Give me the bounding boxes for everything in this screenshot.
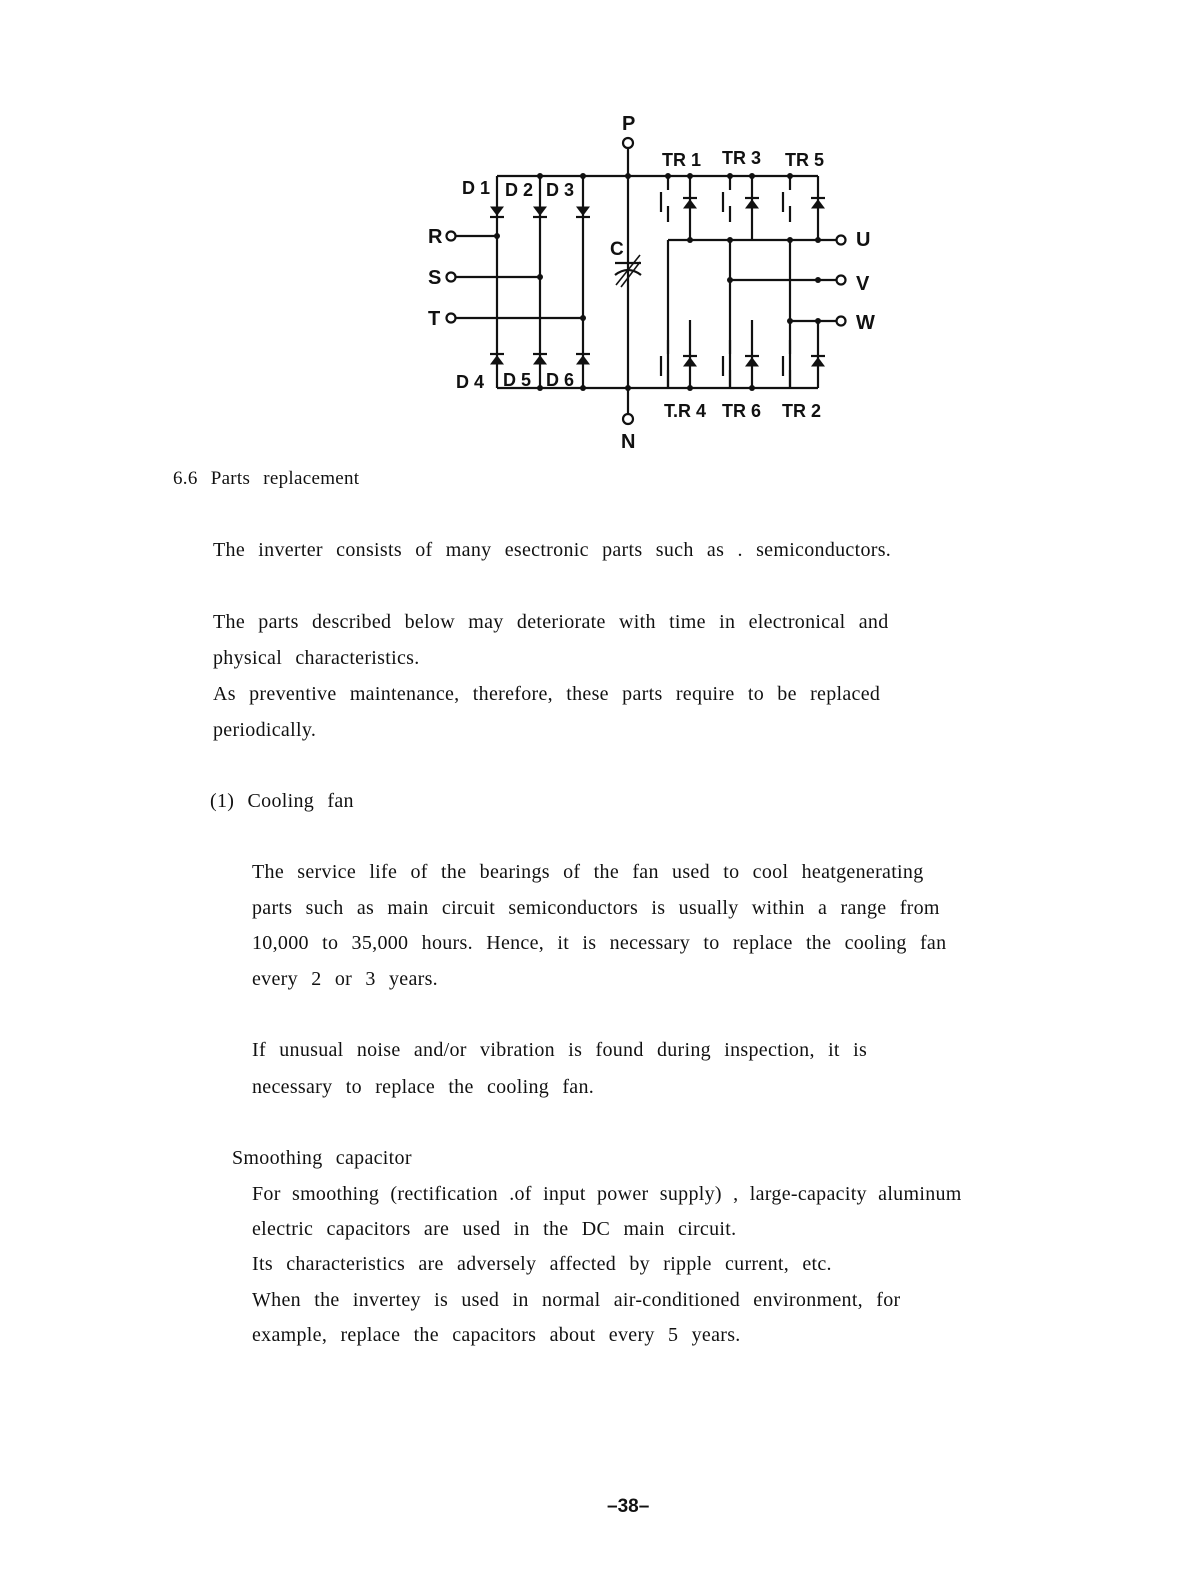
terminal-w-label: W [856, 312, 875, 334]
intro-paragraph-2-line-1: The parts described below may deteriorate with time in electronical and [213, 611, 889, 633]
diode-d2-label: D 2 [505, 180, 534, 200]
cooling-fan-line-6: necessary to replace the cooling fan. [252, 1076, 595, 1098]
diode-d6-label: D 6 [546, 370, 575, 390]
diode-d3-label: D 3 [546, 180, 575, 200]
diode-d1-label: D 1 [462, 178, 491, 198]
terminal-r-label: R [428, 226, 443, 248]
transistor-tr6-label: TR 6 [722, 401, 762, 421]
terminal-p-label: P [622, 113, 636, 135]
diode-d4-label: D 4 [456, 372, 485, 392]
cooling-fan-line-2: parts such as main circuit semiconductors is usually within a range from [252, 897, 940, 919]
terminal-n-label: N [621, 431, 636, 453]
terminal-v-label: V [856, 273, 870, 295]
intro-paragraph-1: The inverter consists of many esectronic parts such as . semiconductors. [213, 539, 892, 561]
cooling-fan-line-1: The service life of the bearings of the fan used to cool heatgenerating [252, 861, 924, 883]
rectifier-section [447, 173, 629, 391]
diode-d5-label: D 5 [503, 370, 532, 390]
transistor-tr3-label: TR 3 [722, 148, 762, 168]
terminal-s-label: S [428, 267, 442, 289]
cooling-fan-heading: (1) Cooling fan [210, 790, 354, 812]
intro-paragraph-3-line-1: As preventive maintenance, therefore, these parts require to be replaced [213, 683, 881, 705]
transistor-tr1-label: TR 1 [662, 150, 702, 170]
inverter-circuit-diagram [0, 0, 1190, 470]
terminal-u-label: U [856, 229, 871, 251]
transistor-tr2-label: TR 2 [782, 401, 822, 421]
terminal-t-label: T [428, 308, 441, 330]
inverter-section [661, 173, 846, 391]
capacitor-line-3: Its characteristics are adversely affected by ripple current, etc. [252, 1253, 832, 1275]
capacitor-line-4: When the invertey is used in normal air-conditioned environment, for [252, 1289, 901, 1311]
transistor-tr5-label: TR 5 [785, 150, 825, 170]
capacitor-line-2: electric capacitors are used in the DC main circuit. [252, 1218, 737, 1240]
capacitor-c-label: C [610, 239, 624, 260]
cooling-fan-line-3: 10,000 to 35,000 hours. Hence, it is necessary to replace the cooling fan [252, 932, 947, 954]
cooling-fan-line-4: every 2 or 3 years. [252, 968, 438, 990]
section-title: 6.6 Parts replacement [173, 468, 360, 489]
cooling-fan-line-5: If unusual noise and/or vibration is found during inspection, it is [252, 1039, 868, 1061]
intro-paragraph-2-line-2: physical characteristics. [213, 647, 420, 669]
capacitor-line-1: For smoothing (rectification .of input power supply) , large-capacity aluminum [252, 1183, 962, 1205]
page-number: –38– [607, 1496, 650, 1517]
intro-paragraph-3-line-2: periodically. [213, 719, 317, 741]
capacitor-line-5: example, replace the capacitors about every 5 years. [252, 1324, 741, 1346]
transistor-tr4-label: T.R 4 [664, 401, 707, 421]
capacitor-heading: Smoothing capacitor [232, 1147, 412, 1169]
